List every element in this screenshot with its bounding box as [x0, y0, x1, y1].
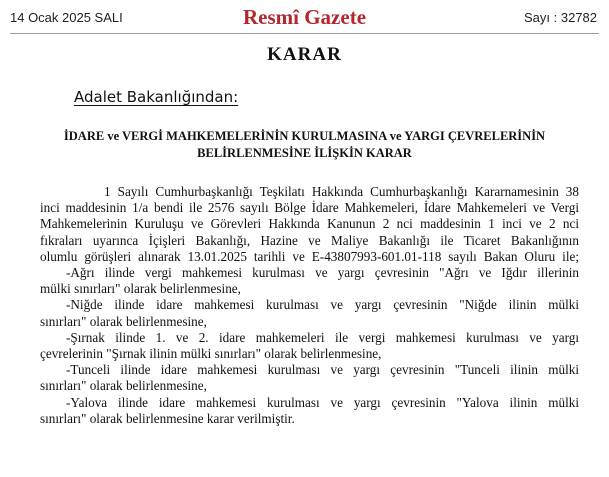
- body-line: -Ağrı ilinde vergi mahkemesi kurulması ve yargı çevresinin "Ağrı ve Iğdır illerinin: [66, 265, 579, 281]
- header-divider: [10, 33, 599, 34]
- issue-date: 14 Ocak 2025 SALI: [10, 10, 123, 25]
- decree-body: [40, 184, 579, 427]
- body-line: -Tunceli ilinde idare mahkemesi kurulması ve yargı çevresinin "Tunceli ilinin mülki: [66, 362, 579, 378]
- body-line: olumlu görüşleri alınarak 13.01.2025 tarihli ve E-43807993-601.01-118 sayılı Bakan Oluru ile;: [40, 248, 579, 264]
- ministry-heading: Adalet Bakanlığından:: [74, 88, 239, 106]
- page-header: [0, 0, 609, 34]
- body-line: sınırları" olarak belirlenmesine karar verilmiştir.: [40, 410, 295, 426]
- decree-title-line: BELİRLENMESİNE İLİŞKİN KARAR: [197, 146, 412, 160]
- section-title: KARAR: [267, 44, 342, 65]
- body-line: sınırları" olarak belirlenmesine,: [40, 378, 207, 394]
- body-line: fıkraları uyarınca İçişleri Bakanlığı, Hazine ve Maliye Bakanlığı ile Ticaret Bakanlığının: [40, 232, 579, 248]
- body-line: -Yalova ilinde idare mahkemesi kurulması ve yargı çevresinin "Yalova ilinin mülki: [66, 394, 579, 410]
- decree-title-line: İDARE ve VERGİ MAHKEMELERİNİN KURULMASINA ve YARGI ÇEVRELERİNİN: [63, 129, 546, 143]
- body-line: -Şırnak ilinde 1. ve 2. idare mahkemeleri ile vergi mahkemesi kurulması ve yargı: [66, 329, 579, 345]
- body-line: 1 Sayılı Cumhurbaşkanlığı Teşkilatı Hakkında Cumhurbaşkanlığı Kararnamesinin 38: [104, 184, 579, 199]
- body-line: -Niğde ilinde idare mahkemesi kurulması ve yargı çevresinin "Niğde ilinin mülki: [66, 297, 579, 313]
- body-line: sınırları" olarak belirlenmesine,: [40, 313, 207, 329]
- body-line: çevrelerinin "Şırnak ilinin mülki sınırları" olarak belirlenmesine,: [40, 346, 382, 362]
- body-line: mülki sınırları" olarak belirlenmesine,: [40, 281, 241, 297]
- decree-title: [30, 128, 579, 162]
- body-line: inci maddesinin 1/a bendi ile 2576 sayılı Bölge İdare Mahkemeleri, İdare Mahkemeleri ve Vergi: [40, 200, 579, 216]
- publication-title: Resmî Gazete: [242, 5, 367, 29]
- issue-number: Sayı : 32782: [524, 10, 597, 25]
- body-line: Mahkemelerinin Kuruluşu ve Görevleri Hakkında Kanunun 2 nci maddesinin 1 inci ve 2 nci: [40, 216, 579, 232]
